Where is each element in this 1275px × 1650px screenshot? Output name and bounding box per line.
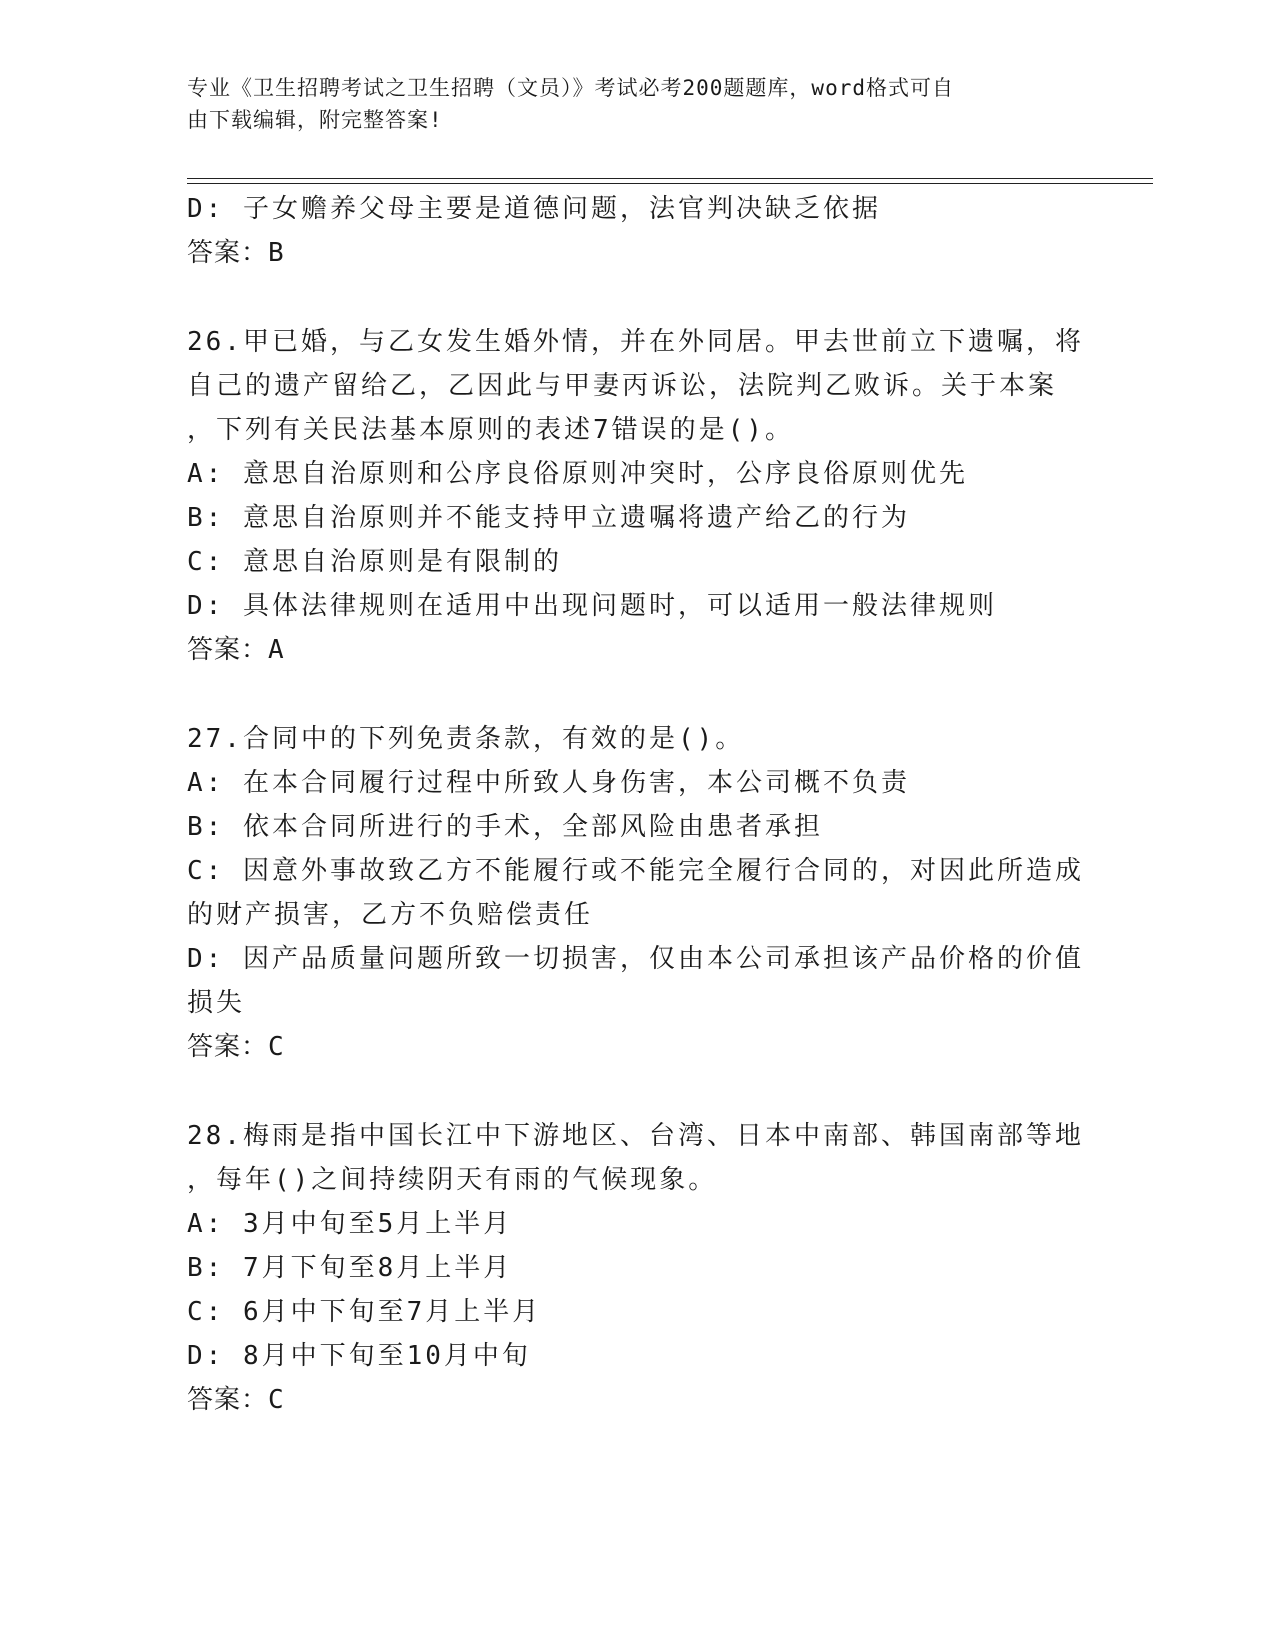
- header-divider-top: [187, 178, 1153, 179]
- header-line-1: 专业《卫生招聘考试之卫生招聘（文员）》考试必考200题题库，word格式可自: [187, 76, 954, 100]
- option-c: C: 因意外事故致乙方不能履行或不能完全履行合同的，对因此所造成: [187, 856, 1084, 886]
- option-c: C: 6月中下旬至7月上半月: [187, 1297, 542, 1327]
- option-a: A: 在本合同履行过程中所致人身伤害，本公司概不负责: [187, 768, 910, 798]
- option-d: D: 子女赡养父母主要是道德问题，法官判决缺乏依据: [187, 194, 881, 224]
- option-a: A: 3月中旬至5月上半月: [187, 1209, 513, 1239]
- question-stem: ，每年()之间持续阴天有雨的气候现象。: [187, 1165, 718, 1195]
- document-header: [187, 72, 1067, 136]
- header-line-2: 由下载编辑，附完整答案!: [187, 108, 443, 132]
- question-stem: 28.梅雨是指中国长江中下游地区、台湾、日本中南部、韩国南部等地: [187, 1121, 1084, 1151]
- answer-line: 答案：C: [187, 1032, 285, 1062]
- option-d: D: 具体法律规则在适用中出现问题时，可以适用一般法律规则: [187, 591, 997, 621]
- answer-line: 答案：A: [187, 635, 285, 665]
- question-stem: 26.甲已婚，与乙女发生婚外情，并在外同居。甲去世前立下遗嘱，将: [187, 327, 1084, 357]
- answer-line: 答案：B: [187, 238, 285, 268]
- question-stem: 自己的遗产留给乙，乙因此与甲妻丙诉讼，法院判乙败诉。关于本案: [187, 371, 1058, 401]
- option-a: A: 意思自治原则和公序良俗原则冲突时，公序良俗原则优先: [187, 459, 968, 489]
- option-d: D: 因产品质量问题所致一切损害，仅由本公司承担该产品价格的价值: [187, 944, 1084, 974]
- question-stem: 27.合同中的下列免责条款，有效的是()。: [187, 724, 745, 754]
- question-stem: ，下列有关民法基本原则的表述7错误的是()。: [187, 415, 794, 445]
- option-d: D: 8月中下旬至10月中旬: [187, 1341, 531, 1371]
- option-b: B: 依本合同所进行的手术，全部风险由患者承担: [187, 812, 823, 842]
- option-b: B: 7月下旬至8月上半月: [187, 1253, 513, 1283]
- answer-line: 答案：C: [187, 1385, 285, 1415]
- option-c-continued: 的财产损害，乙方不负赔偿责任: [187, 900, 594, 930]
- header-divider-bottom: [187, 183, 1153, 184]
- option-b: B: 意思自治原则并不能支持甲立遗嘱将遗产给乙的行为: [187, 503, 910, 533]
- option-c: C: 意思自治原则是有限制的: [187, 547, 562, 577]
- option-d-continued: 损失: [187, 988, 246, 1018]
